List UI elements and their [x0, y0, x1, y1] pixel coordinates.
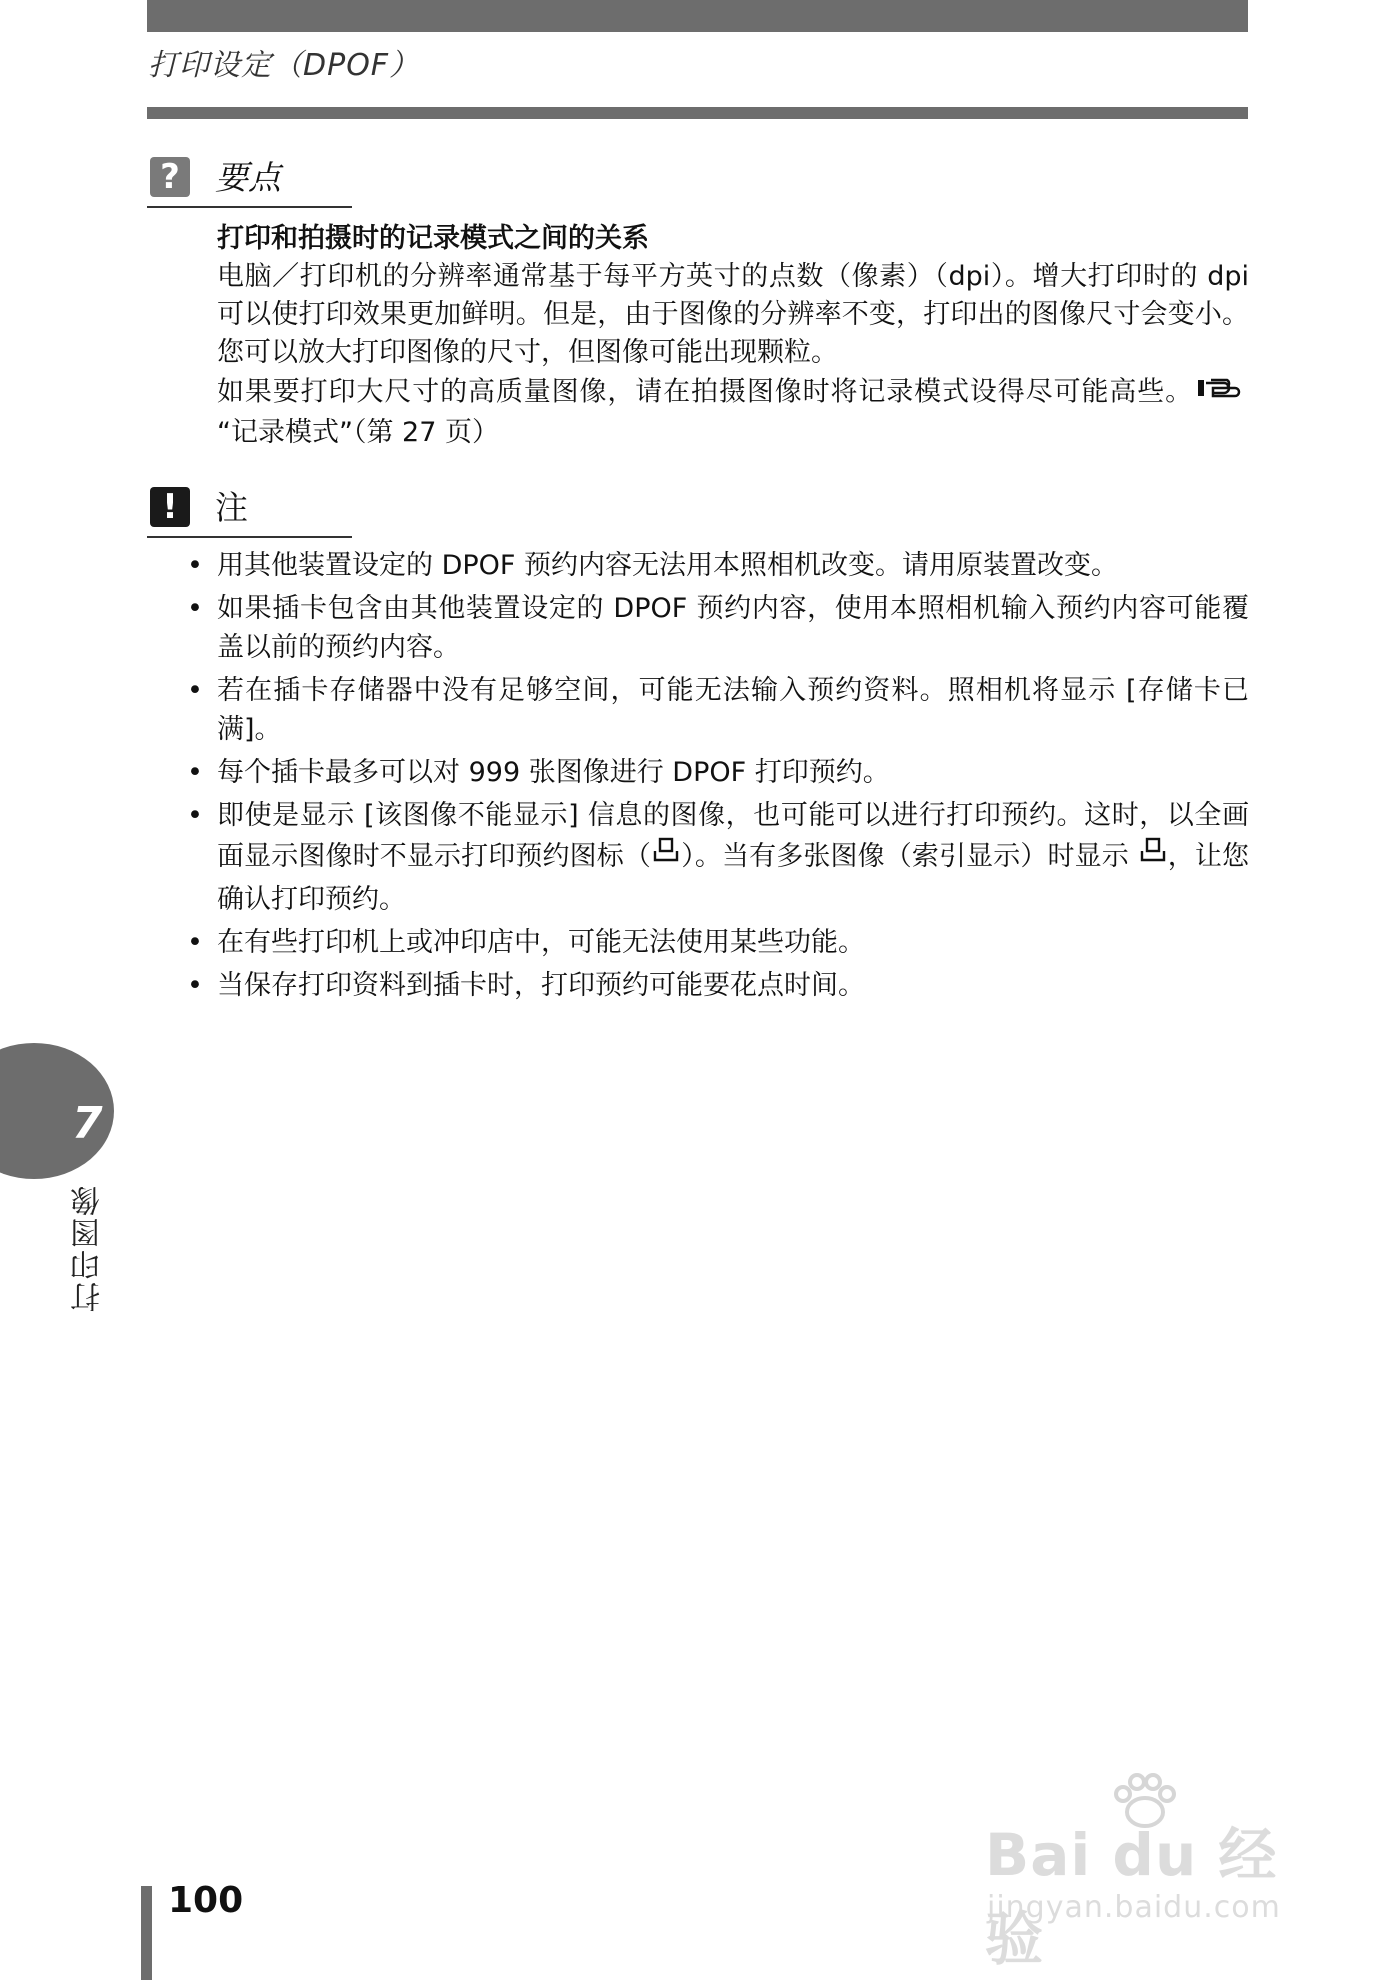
page-header-title: 打印设定（DPOF） — [148, 48, 421, 83]
print-order-icon — [1140, 835, 1166, 874]
tips-content — [217, 220, 1249, 452]
list-item: • 用其他装置设定的 DPOF 预约内容无法用本照相机改变。请用原装置改变。 — [180, 546, 1249, 585]
tips-paragraph: 电脑／打印机的分辨率通常基于每平方英寸的点数（像素）（dpi）。增大打印时的 dpi 可以使打印效果更加鲜明。但是，由于图像的分辨率不变，打印出的图像尺寸会变小。您可以放大打印图像的尺寸，但图像可能出现颗粒。 — [217, 261, 1249, 368]
exclamation-icon: ! — [150, 487, 190, 527]
bullet: • — [187, 757, 203, 788]
bullet: • — [187, 927, 203, 958]
page-number: 100 — [168, 1880, 244, 1921]
notes-list — [180, 546, 1249, 1009]
list-item: • 每个插卡最多可以对 999 张图像进行 DPOF 打印预约。 — [180, 753, 1249, 792]
bullet: • — [187, 675, 203, 706]
question-icon: ? — [150, 157, 190, 197]
watermark — [985, 1772, 1315, 1973]
tips-paragraph-reference — [217, 372, 1249, 452]
list-item: • 即使是显示 [该图像不能显示] 信息的图像，也可能可以进行打印预约。这时，以全画面显示图像时不显示打印预约图标（ ）。当有多张图像（索引显示）时显示 ，让您确认打印预约。 — [180, 796, 1249, 919]
list-item: • 在有些打印机上或冲印店中，可能无法使用某些功能。 — [180, 923, 1249, 962]
notes-section-heading — [147, 484, 352, 538]
bullet: • — [187, 800, 203, 831]
notes-title: 注 — [215, 488, 248, 527]
chapter-number: 7 — [72, 1098, 103, 1149]
page-reference-link[interactable]: “记录模式”（第 27 页） — [217, 417, 499, 448]
tips-paragraph-text: 如果要打印大尺寸的高质量图像，请在拍摄图像时将记录模式设得尽可能高些。 — [217, 376, 1193, 408]
list-item: • 若在插卡存储器中没有足够空间，可能无法输入预约资料。照相机将显示 [存储卡已满]。 — [180, 671, 1249, 749]
bullet: • — [187, 593, 203, 624]
print-order-icon — [653, 835, 679, 874]
list-item: • 当保存打印资料到插卡时，打印预约可能要花点时间。 — [180, 966, 1249, 1005]
list-item: • 如果插卡包含由其他装置设定的 DPOF 预约内容，使用本照相机输入预约内容可能覆盖以前的预约内容。 — [180, 589, 1249, 667]
watermark-brand: Bai du 经验 — [985, 1821, 1278, 1973]
watermark-url: jingyan.baidu.com — [987, 1890, 1281, 1925]
tips-subheading: 打印和拍摄时的记录模式之间的关系 — [217, 223, 649, 254]
bullet: • — [187, 550, 203, 581]
header-rule — [147, 107, 1248, 119]
header-bar — [147, 0, 1248, 32]
tips-section-heading — [147, 154, 352, 208]
chapter-label: 打印图像 — [71, 1184, 106, 1312]
bullet: • — [187, 970, 203, 1001]
tips-title: 要点 — [215, 158, 281, 197]
page-number-bar — [141, 1886, 152, 1980]
tips-body — [217, 258, 1249, 452]
page-reference-icon — [1197, 372, 1241, 410]
